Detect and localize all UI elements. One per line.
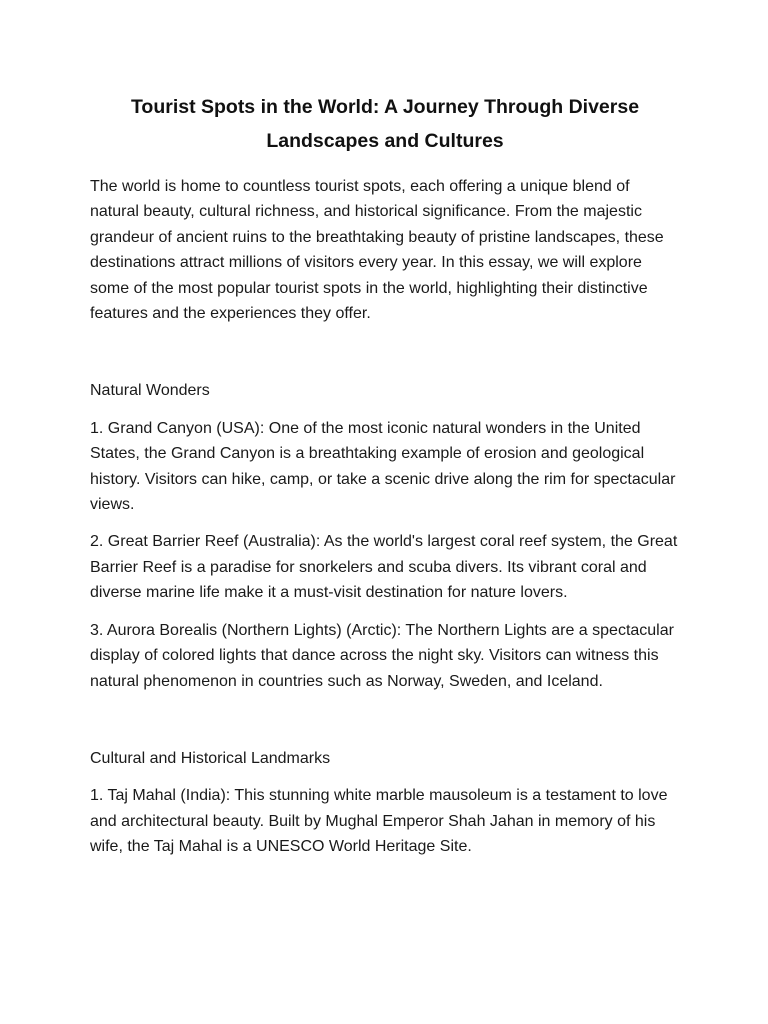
document-body bbox=[90, 90, 680, 872]
intro-paragraph: The world is home to countless tourist spots, each offering a unique blend of natural beauty, cultural richness, and historical significance. From the majestic grandeur of ancient ruins to the breathtaking beauty of pristine landscapes, these destinations attract millions of visitors every year. In this essay, we will explore some of the most popular tourist spots in the world, highlighting their distinctive features and the experiences they offer. bbox=[90, 178, 664, 323]
title-line-2: Landscapes and Cultures bbox=[266, 130, 504, 152]
list-item: 2. Great Barrier Reef (Australia): As the world's largest coral reef system, the Great Barrier Reef is a paradise for snorkelers and scuba divers. Its vibrant coral and diverse marine life make it a must-visit destination for nature lovers. bbox=[90, 533, 678, 602]
list-item: 3. Aurora Borealis (Northern Lights) (Arctic): The Northern Lights are a spectacular display of colored lights that dance across the night sky. Visitors can witness this natural phenomenon in countries such as Norway, Sweden, and Iceland. bbox=[90, 621, 674, 690]
page-title bbox=[90, 90, 680, 158]
section-heading-natural-wonders: Natural Wonders bbox=[90, 382, 210, 400]
section-heading-cultural-landmarks: Cultural and Historical Landmarks bbox=[90, 749, 331, 767]
list-item: 1. Grand Canyon (USA): One of the most iconic natural wonders in the United States, the Grand Canyon is a breathtaking example of erosion and geological history. Visitors can hike, camp, or take a scenic drive along the rim for spectacular views. bbox=[90, 419, 676, 514]
list-item: 1. Taj Mahal (India): This stunning white marble mausoleum is a testament to love and architectural beauty. Built by Mughal Emperor Shah Jahan in memory of his wife, the Taj Mahal is a UNESCO World Heritage Site. bbox=[90, 787, 668, 856]
title-line-1: Tourist Spots in the World: A Journey Through Diverse bbox=[130, 96, 640, 118]
